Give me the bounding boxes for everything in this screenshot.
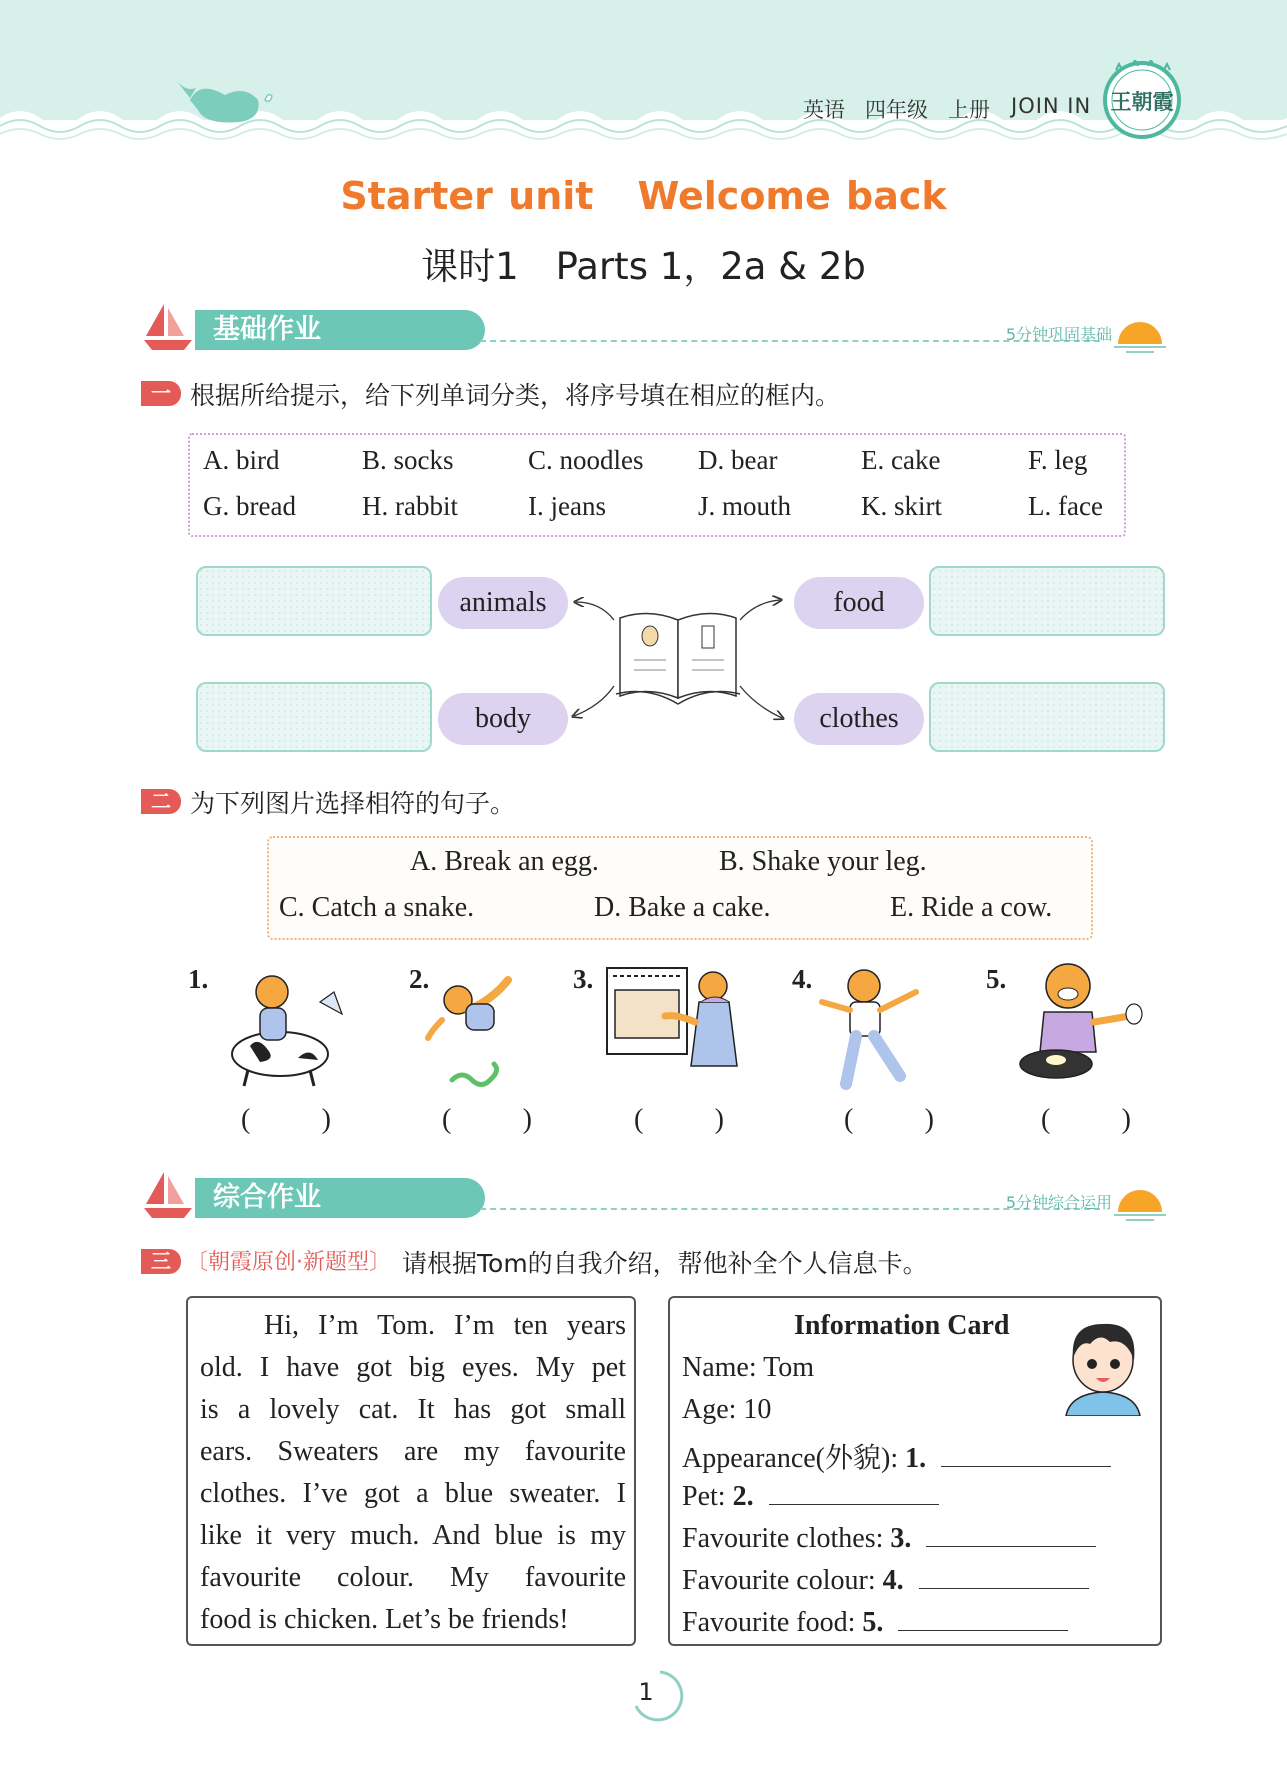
card-appearance: Appearance(外貌): 1. — [682, 1436, 1111, 1476]
question-3-instruction: 请根据Tom的自我介绍，帮他补全个人信息卡。 — [402, 1249, 928, 1278]
section-hint-comprehensive: 5分钟综合运用 — [1005, 1193, 1112, 1212]
answer-blank-5[interactable]: ( ) — [1041, 1104, 1131, 1135]
picture-number: 4. — [792, 964, 813, 994]
sentence-options-box — [267, 836, 1093, 940]
answer-box-animals[interactable] — [196, 566, 432, 636]
category-food: food — [794, 577, 924, 629]
passage-line: ears. Sweaters are my favourite — [200, 1436, 626, 1467]
picture-number: 5. — [986, 964, 1007, 994]
word-item: I. jeans — [528, 491, 606, 521]
passage-line: food is chicken. Let’s be friends! — [200, 1604, 569, 1635]
picture-number: 2. — [409, 964, 430, 994]
category-body: body — [438, 693, 568, 745]
passage-line: like it very much. And blue is my — [200, 1520, 626, 1551]
sunrise-icon — [1112, 1182, 1168, 1222]
sentence-option: E. Ride a cow. — [890, 892, 1053, 923]
picture-tiger-shaking-leg — [812, 958, 932, 1098]
answer-box-food[interactable] — [929, 566, 1165, 636]
question-badge-3: 三 — [141, 1249, 181, 1274]
card-title: Information Card — [794, 1310, 1010, 1341]
word-item: D. bear — [698, 445, 778, 475]
header-subject: 英语 — [803, 98, 845, 122]
card-age: Age: 10 — [682, 1394, 772, 1425]
sunrise-icon — [1112, 314, 1168, 354]
word-item: B. socks — [362, 445, 454, 475]
sailboat-icon — [140, 1170, 196, 1220]
picture-tiger-baking-cake — [603, 962, 763, 1082]
lesson-title: 课时1 Parts 1，2a & 2b — [421, 245, 866, 288]
unit-title — [0, 174, 1287, 218]
section-banner-comprehensive — [140, 1168, 1180, 1228]
answer-box-body[interactable] — [196, 682, 432, 752]
logo-text: 王朝霞 — [1110, 89, 1174, 114]
card-pet: Pet: 2. — [682, 1478, 939, 1513]
passage-line: clothes. I’ve got a blue sweater. I — [200, 1478, 626, 1509]
sentence-option: D. Bake a cake. — [594, 892, 771, 923]
sentence-option: B. Shake your leg. — [719, 846, 927, 877]
card-food: Favourite food: 5. — [682, 1604, 1068, 1639]
answer-blank-4[interactable]: ( ) — [844, 1104, 934, 1135]
question-3-tag: 〔朝霞原创·新题型〕 — [186, 1250, 391, 1275]
word-list-box — [188, 433, 1126, 537]
category-animals: animals — [438, 577, 568, 629]
passage-line: Hi, I’m Tom. I’m ten years — [264, 1310, 626, 1341]
passage-line: favourite colour. My favourite — [200, 1562, 626, 1593]
passage-box — [186, 1296, 636, 1646]
card-clothes: Favourite clothes: 3. — [682, 1520, 1096, 1555]
word-item: E. cake — [861, 445, 941, 475]
picture-number: 1. — [188, 964, 209, 994]
passage-line: old. I have got big eyes. My pet — [200, 1352, 626, 1383]
fill-blank-1[interactable] — [941, 1440, 1111, 1467]
picture-number: 3. — [573, 964, 594, 994]
fill-blank-5[interactable] — [898, 1604, 1068, 1631]
picture-tiger-catching-snake — [422, 960, 522, 1100]
book-illustration — [570, 590, 790, 730]
picture-tiger-breaking-egg — [998, 956, 1158, 1088]
fill-blank-4[interactable] — [919, 1562, 1089, 1589]
section-banner-basic — [140, 300, 1180, 360]
fill-blank-3[interactable] — [926, 1520, 1096, 1547]
header-band — [0, 0, 1287, 160]
answer-blank-2[interactable]: ( ) — [442, 1104, 532, 1135]
header-volume: 上册 — [948, 98, 990, 122]
passage-line: is a lovely cat. It has got small — [200, 1394, 626, 1425]
sentence-option: C. Catch a snake. — [279, 892, 475, 923]
word-item: G. bread — [203, 491, 296, 521]
sailboat-icon — [140, 302, 196, 352]
boy-avatar — [1060, 1316, 1146, 1416]
picture-tiger-riding-cow — [210, 962, 360, 1090]
section-hint-basic: 5分钟巩固基础 — [1005, 325, 1112, 344]
section-label-comprehensive: 综合作业 — [195, 1178, 485, 1218]
word-item: L. face — [1028, 491, 1103, 521]
card-colour: Favourite colour: 4. — [682, 1562, 1089, 1597]
word-item: A. bird — [203, 445, 280, 475]
category-clothes: clothes — [794, 693, 924, 745]
unit-label: Starter unit — [340, 174, 594, 218]
section-label-basic: 基础作业 — [195, 310, 485, 350]
word-item: H. rabbit — [362, 491, 458, 521]
publisher-logo — [1102, 60, 1182, 140]
question-badge-2: 二 — [141, 789, 181, 814]
header-grade: 四年级 — [865, 98, 928, 122]
page-number: 1 — [638, 1678, 654, 1706]
word-item: F. leg — [1028, 445, 1088, 475]
fill-blank-2[interactable] — [769, 1478, 939, 1505]
word-item: K. skirt — [861, 491, 942, 521]
header-series: JOIN IN — [1011, 94, 1092, 118]
information-card — [668, 1296, 1162, 1646]
question-2-instruction: 为下列图片选择相符的句子。 — [190, 789, 516, 818]
word-item: J. mouth — [698, 491, 792, 521]
question-1-instruction: 根据所给提示，给下列单词分类，将序号填在相应的框内。 — [190, 381, 841, 410]
answer-blank-3[interactable]: ( ) — [634, 1104, 724, 1135]
answer-blank-1[interactable]: ( ) — [241, 1104, 331, 1135]
card-name: Name: Tom — [682, 1352, 815, 1383]
unit-name: Welcome back — [637, 174, 947, 218]
sentence-option: A. Break an egg. — [410, 846, 599, 877]
question-badge-1: 一 — [141, 381, 181, 406]
answer-box-clothes[interactable] — [929, 682, 1165, 752]
word-item: C. noodles — [528, 445, 644, 475]
